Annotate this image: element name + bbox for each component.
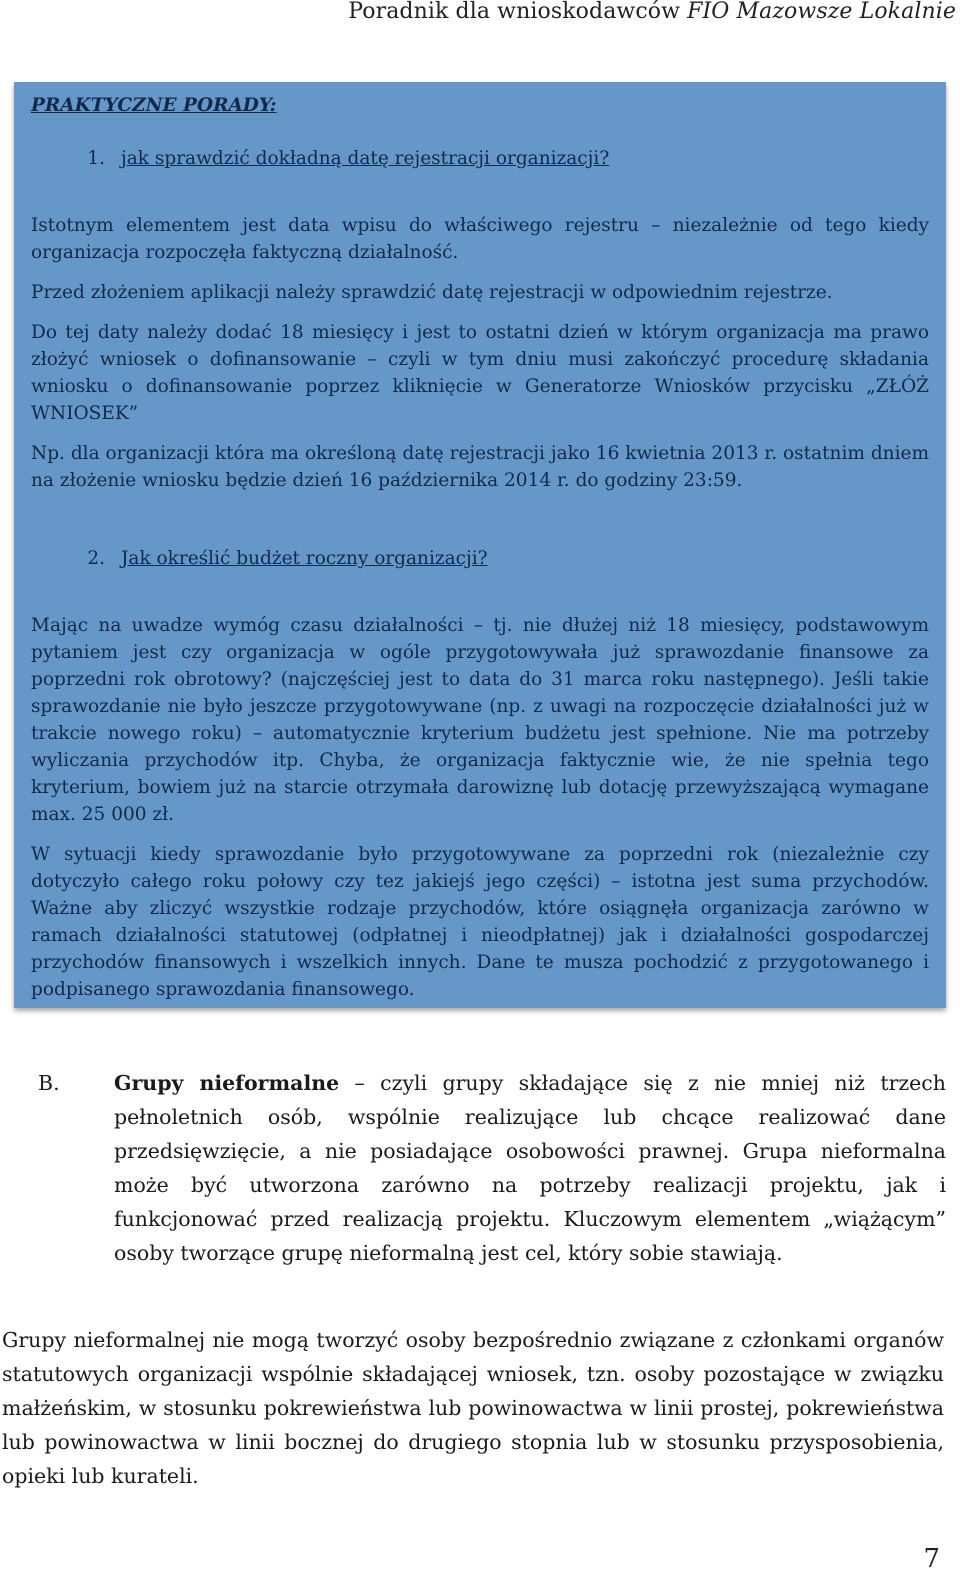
tip-question-number: 1. xyxy=(87,148,105,169)
tip-paragraph: W sytuacji kiedy sprawozdanie było przygotowywane za poprzedni rok (niezależnie czy dotyczyło całego roku połowy czy tez jakiejś jego części) – istotna jest suma przychodów. Ważne aby zliczyć wszystkie rodzaje przychodów, które osiągnęła organizacja zarówno w ramach działalności statutowej (odpłatnej i nieodpłatnej) jak i działalności gospodarczej przychodów finansowych i wszelkich innych. Dane te musza pochodzić z przygotowanego i podpisanego sprawozdania finansowego. xyxy=(31,844,929,1000)
section-letter: B. xyxy=(38,1071,60,1095)
section-b-body xyxy=(114,1066,946,1270)
header-title: Poradnik dla wnioskodawców xyxy=(348,0,688,24)
section-b xyxy=(38,1066,946,1270)
tip-paragraph: Mając na uwadze wymóg czasu działalności – tj. nie dłużej niż 18 miesięcy, podstawowym pytaniem jest czy organizacja w ogóle przygotowywała już sprawozdanie finansowe za poprzedni rok obrotowy? (najczęściej jest to data do 31 marca roku następnego). Jeśli takie sprawozdanie nie było jeszcze przygotowywane (np. z uwagi na rozpoczęcie działalności już w trakcie nowego roku) – automatycznie kryterium budżetu jest spełnione. Nie ma potrzeby wyliczania przychodów itp. Chyba, że organizacja faktycznie wie, że nie spełnia tego kryterium, bowiem już na starcie otrzymała darowiznę lub dotację przewyższającą wymagane max. 25 000 zł. xyxy=(31,615,929,825)
tip-paragraph: Np. dla organizacji która ma określoną datę rejestracji jako 16 kwietnia 2013 r. ostatnim dniem na złożenie wniosku będzie dzień 16 października 2014 r. do godziny 23:59. xyxy=(31,443,929,491)
closing-paragraph: Grupy nieformalnej nie mogą tworzyć osoby bezpośrednio związane z członkami organów statutowych organizacji wspólnie składającej wniosek, tzn. osoby pozostające w związku małżeńskim, w stosunku pokrewieństwa lub powinowactwa w linii prostej, pokrewieństwa lub powinowactwa w linii bocznej do drugiego stopnia lub w stosunku przysposobienia, opieki lub kurateli. xyxy=(2,1327,944,1488)
section-b-term: Grupy nieformalne xyxy=(114,1071,340,1095)
tip-question-2 xyxy=(31,545,929,572)
page-number: 7 xyxy=(923,1544,940,1574)
tips-heading: PRAKTYCZNE PORADY: xyxy=(31,95,277,116)
practical-tips-box xyxy=(14,82,946,1008)
tip-paragraph: Istotnym elementem jest data wpisu do właściwego rejestru – niezależnie od tego kiedy organizacja rozpoczęła faktyczną działalność. xyxy=(31,215,929,263)
section-b-text: – czyli grupy składające się z nie mniej niż trzech pełnoletnich osób, wspólnie realizujące lub chcące realizować dane przedsięwzięcie, a nie posiadające osobowości prawnej. Grupa nieformalna może być utworzona zarówno na potrzeby realizacji projektu, jak i funkcjonować przed realizacją projektu. Kluczowym elementem „wiążącym” osoby tworzące grupę nieformalną jest cel, który sobie stawiają. xyxy=(114,1071,946,1265)
tip-question-text: jak sprawdzić dokładną datę rejestracji organizacji? xyxy=(121,148,610,169)
tip-question-number: 2. xyxy=(87,548,105,569)
tip-paragraph: Przed złożeniem aplikacji należy sprawdzić datę rejestracji w odpowiednim rejestrze. xyxy=(31,282,833,303)
tip-paragraph: Do tej daty należy dodać 18 miesięcy i jest to ostatni dzień w którym organizacja ma prawo złożyć wniosek o dofinansowanie – czyli w tym dniu musi zakończyć procedurę składania wniosku o dofinansowanie poprzez kliknięcie w Generatorze Wniosków przycisku „ZŁÓŻ WNIOSEK” xyxy=(31,322,929,424)
page-header xyxy=(348,0,956,24)
tip-question-text: Jak określić budżet roczny organizacji? xyxy=(121,548,488,569)
header-title-italic: FIO Mazowsze Lokalnie xyxy=(687,0,956,24)
tip-question-1 xyxy=(31,145,929,172)
